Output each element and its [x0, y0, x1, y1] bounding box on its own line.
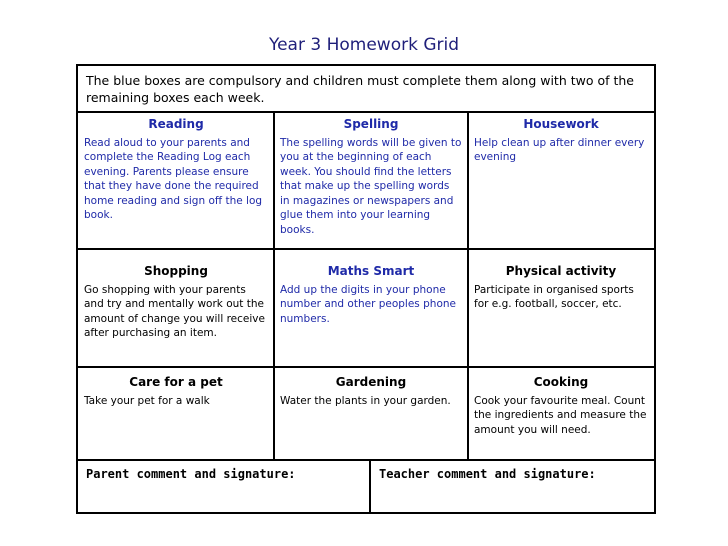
cell-heading: Physical activity — [505, 264, 617, 278]
cell-housework — [468, 113, 654, 248]
cell-body: Cook your favourite meal. Count the ingredients and measure the amount you will need. — [474, 394, 647, 436]
cell-body: Take your pet for a walk — [84, 394, 210, 407]
column-divider — [273, 113, 275, 459]
page-title: Year 3 Homework Grid — [268, 35, 460, 55]
cell-gardening — [274, 371, 468, 461]
cell-cooking — [468, 371, 654, 461]
cell-care-for-pet — [78, 371, 274, 461]
cell-body: Add up the digits in your phone number and other peoples phone numbers. — [280, 283, 456, 325]
cell-body: Help clean up after dinner every evening — [474, 136, 645, 163]
cell-heading: Gardening — [335, 375, 407, 389]
cell-spelling — [274, 113, 468, 248]
cell-physical-activity — [468, 260, 654, 375]
cell-heading: Spelling — [343, 117, 399, 131]
cell-heading: Housework — [523, 117, 599, 131]
cell-body: Water the plants in your garden. — [280, 394, 451, 407]
cell-heading: Cooking — [533, 375, 589, 389]
cell-heading: Care for a pet — [129, 375, 223, 389]
cell-body: The spelling words will be given to you at the beginning of each week. You should find the letters that make up the spelling words in magazines or newspapers and glue them into your learning books. — [280, 136, 462, 236]
cell-maths-smart — [274, 260, 468, 375]
cell-body: Participate in organised sports for e.g. football, soccer, etc. — [474, 283, 634, 310]
column-divider — [467, 113, 469, 459]
row-divider — [78, 248, 654, 250]
cell-shopping — [78, 260, 274, 375]
intro-text: The blue boxes are compulsory and children must complete them along with two of the remaining boxes each week. — [78, 66, 654, 113]
cell-body: Read aloud to your parents and complete the Reading Log each evening. Parents please ensure that they have done the required home reading and sign off the log book. — [84, 136, 263, 221]
row-divider — [78, 366, 654, 368]
cell-reading — [78, 113, 274, 248]
cell-heading: Maths Smart — [327, 264, 415, 278]
cell-heading: Reading — [148, 117, 204, 131]
cell-heading: Shopping — [144, 264, 208, 278]
parent-comment-label: Parent comment and signature: — [86, 467, 296, 481]
cell-body: Go shopping with your parents and try and mentally work out the amount of change you will receive after purchasing an item. — [84, 283, 265, 339]
teacher-comment-label: Teacher comment and signature: — [379, 467, 596, 481]
homework-grid — [76, 64, 656, 514]
